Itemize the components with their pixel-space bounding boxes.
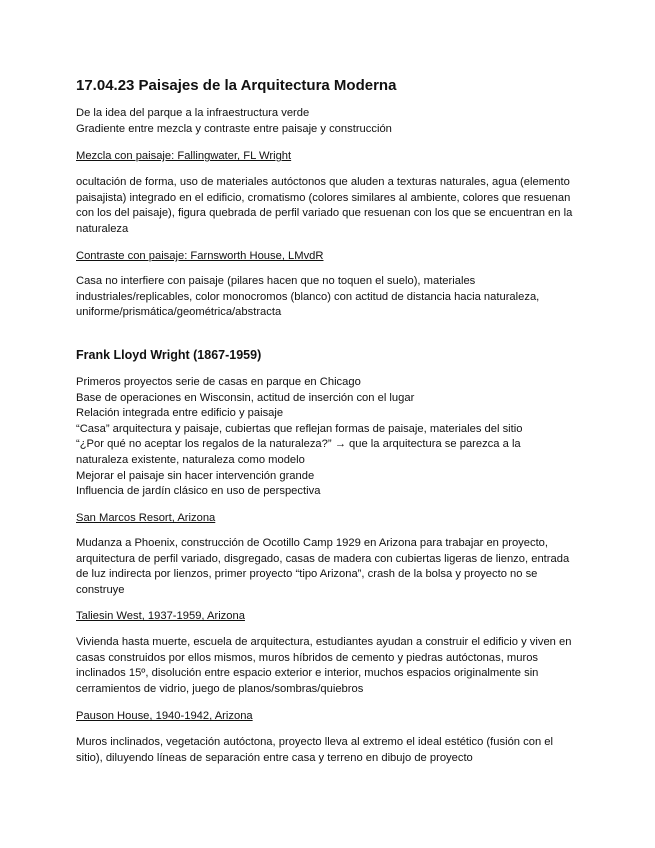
section-contraste-text: Casa no interfiere con paisaje (pilares hacen que no toquen el suelo), materiales industriales/replicables, color monocromos (blanco) con actitud de distancia hacia naturaleza, uniforme/prismática/geométrica/abstracta <box>76 275 540 319</box>
intro-block <box>76 106 586 137</box>
flw-line: Primeros proyectos serie de casas en parque en Chicago <box>76 376 361 388</box>
section-mezcla-text: ocultación de forma, uso de materiales autóctonos que aluden a texturas naturales, agua (elemento paisajista) integrado en el edificio, cromatismo (colores similares al ambiente, colores que resuenan con los del paisaje), figura quebrada de perfil variado que resuenan con los que se encuentran en la naturaleza <box>76 176 573 235</box>
pauson-heading: Pauson House, 1940-1942, Arizona <box>76 710 253 722</box>
flw-line: “¿Por qué no aceptar los regalos de la naturaleza?” → que la arquitectura se parezca a la <box>76 438 521 451</box>
flw-line: Mejorar el paisaje sin hacer intervención grande <box>76 469 315 482</box>
intro-line: De la idea del parque a la infraestructura verde <box>76 107 310 119</box>
taliesin-text: Vivienda hasta muerte, escuela de arquitectura, estudiantes ayudan a construir el edificio y viven en casas construidos por ellos mismos, muros híbridos de cemento y piedras autóctonas, muros inclinados 15º, disolución entre espacio exterior e interior, muchos espacios originalmente sin cerramientos de vidrio, juego de planos/sombras/quiebros <box>76 636 572 695</box>
flw-line: Relación integrada entre edificio y paisaje <box>76 407 284 420</box>
flw-heading: Frank Lloyd Wright (1867-1959) <box>76 348 262 362</box>
san-marcos-text: Mudanza a Phoenix, construcción de Ocotillo Camp 1929 en Arizona para trabajar en proyecto, arquitectura de perfil variado, disgregado, casas de madera con cubiertas ligeras de lienzo, entrada de luz indirecta por lienzos, primer proyecto “tipo Arizona”, crash de la bolsa y proyecto no se construye <box>76 537 570 596</box>
section-contraste-heading: Contraste con paisaje: Farnsworth House, LMvdR <box>76 250 324 262</box>
flw-line: naturaleza existente, naturaleza como modelo <box>76 453 305 466</box>
flw-lines <box>76 375 586 500</box>
pauson-text: Muros inclinados, vegetación autóctona, proyecto lleva al extremo el ideal estético (fusión con el sitio), diluyendo líneas de separación entre casa y terreno en dibujo de proyecto <box>76 736 553 764</box>
page-title: 17.04.23 Paisajes de la Arquitectura Moderna <box>76 77 397 94</box>
intro-line: Gradiente entre mezcla y contraste entre paisaje y construcción <box>76 122 392 135</box>
san-marcos-heading: San Marcos Resort, Arizona <box>76 512 216 524</box>
flw-line: Base de operaciones en Wisconsin, actitud de inserción con el lugar <box>76 391 415 404</box>
section-mezcla-heading: Mezcla con paisaje: Fallingwater, FL Wright <box>76 150 292 162</box>
taliesin-heading: Taliesin West, 1937-1959, Arizona <box>76 610 245 622</box>
flw-line: “Casa” arquitectura y paisaje, cubiertas que reflejan formas de paisaje, materiales del sitio <box>76 422 523 435</box>
flw-line: Influencia de jardín clásico en uso de perspectiva <box>76 485 321 498</box>
